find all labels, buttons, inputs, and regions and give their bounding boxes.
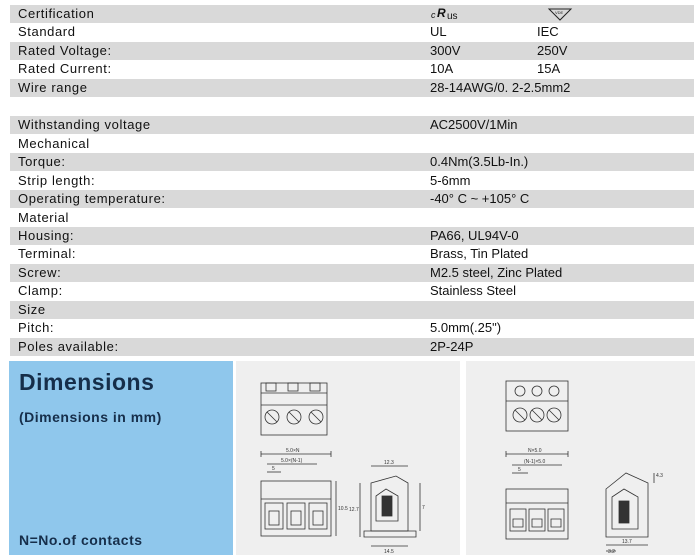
spec-row — [10, 282, 694, 300]
spec-row — [10, 172, 694, 190]
spec-value: Brass, Tin Plated — [430, 246, 529, 261]
spec-label: Rated Voltage: — [18, 43, 112, 58]
spec-value: 0.4Nm(3.5Lb-In.) — [430, 154, 529, 169]
spec-label: Torque: — [18, 154, 66, 169]
spec-label: Material — [18, 210, 70, 225]
spec-label: Strip length: — [18, 173, 96, 188]
contacts-note: N=No.of contacts — [19, 532, 143, 548]
spec-value: 28-14AWG/0. 2-2.5mm2 — [430, 80, 571, 95]
spec-row — [10, 153, 694, 171]
svg-text:us: us — [447, 11, 458, 22]
spec-row — [10, 23, 694, 41]
dim-left-pitch: 5 — [272, 466, 275, 472]
spec-label: Size — [18, 302, 46, 317]
spec-value-iec: IEC — [537, 24, 559, 39]
spec-row — [10, 98, 694, 116]
dim-left-side-h: 12.7 — [349, 507, 359, 513]
spec-value: 5.0mm(.25") — [430, 320, 502, 335]
spec-row — [10, 79, 694, 97]
spec-value: 5-6mm — [430, 173, 471, 188]
spec-row — [10, 116, 694, 134]
spec-label: Wire range — [18, 80, 88, 95]
dim-left-inner: 5.0×(N-1) — [281, 458, 303, 464]
dimensions-title: Dimensions — [19, 369, 155, 395]
dim-left-side-top: 12.3 — [384, 460, 394, 466]
dim-right-side-small: 3.2 — [608, 549, 615, 555]
spec-row — [10, 319, 694, 337]
spec-value-iec: 15A — [537, 61, 561, 76]
drawing-sheet-right — [466, 361, 695, 555]
spec-row — [10, 42, 694, 60]
spec-label: Standard — [18, 24, 76, 39]
drawing-left — [236, 361, 460, 555]
dim-left-side-y: 7 — [422, 505, 425, 511]
spec-label: Rated Current: — [18, 61, 112, 76]
spec-value-iec: 250V — [537, 43, 568, 58]
svg-text:c: c — [431, 10, 436, 20]
dimensions-subtitle: (Dimensions in mm) — [19, 409, 162, 425]
spec-label: Terminal: — [18, 246, 77, 261]
dimensions-section — [0, 361, 700, 560]
spec-value: -40° C ~ +105° C — [430, 191, 530, 206]
front-view-body — [261, 481, 331, 536]
spec-label: Withstanding voltage — [18, 117, 151, 132]
spec-row — [10, 190, 694, 208]
front-view-body — [506, 489, 568, 539]
spec-label: Clamp: — [18, 283, 63, 298]
spec-label: Pitch: — [18, 320, 55, 335]
dim-right-width: N×5.0 — [528, 448, 542, 454]
spec-value: PA66, UL94V-0 — [430, 228, 519, 243]
dim-right-side-bottom: 13.7 — [622, 539, 632, 545]
vde-cert-logo — [547, 6, 573, 22]
spec-value: 10A — [430, 61, 454, 76]
spec-row — [10, 60, 694, 78]
spec-row — [10, 209, 694, 227]
top-view-upper — [266, 383, 276, 391]
drawing-sheet-left — [236, 361, 460, 555]
spec-label: Operating temperature: — [18, 191, 166, 206]
spec-label: Poles available: — [18, 339, 119, 354]
spec-row — [10, 264, 694, 282]
dim-right-side-top: 4.3 — [656, 473, 663, 479]
spec-row — [10, 5, 694, 23]
ul-cert-logo — [430, 6, 470, 22]
spec-label: Mechanical — [18, 136, 90, 151]
dimensions-panel — [9, 361, 233, 555]
spec-value: M2.5 steel, Zinc Plated — [430, 265, 563, 280]
spec-label: Screw: — [18, 265, 62, 280]
dim-left-height: 10.5 — [338, 506, 348, 512]
spec-row — [10, 245, 694, 263]
dim-left-width: 5.0×N — [286, 448, 300, 454]
spec-row — [10, 338, 694, 356]
svg-text:R: R — [437, 6, 446, 20]
spec-label: Certification — [18, 6, 95, 21]
spec-row — [10, 227, 694, 245]
spec-row — [10, 301, 694, 319]
drawing-right — [466, 361, 695, 555]
dim-right-pitch: 5 — [518, 467, 521, 473]
spec-value: 300V — [430, 43, 461, 58]
spec-value: UL — [430, 24, 447, 39]
spec-value: Stainless Steel — [430, 283, 516, 298]
spec-row — [10, 135, 694, 153]
dim-left-side-bottom: 14.5 — [384, 549, 394, 555]
dim-right-inner: (N-1)×5.0 — [524, 459, 546, 465]
spec-label: Housing: — [18, 228, 75, 243]
spec-value: AC2500V/1Min — [430, 117, 518, 132]
spec-value: 2P-24P — [430, 339, 474, 354]
svg-text:VDE: VDE — [555, 10, 564, 15]
